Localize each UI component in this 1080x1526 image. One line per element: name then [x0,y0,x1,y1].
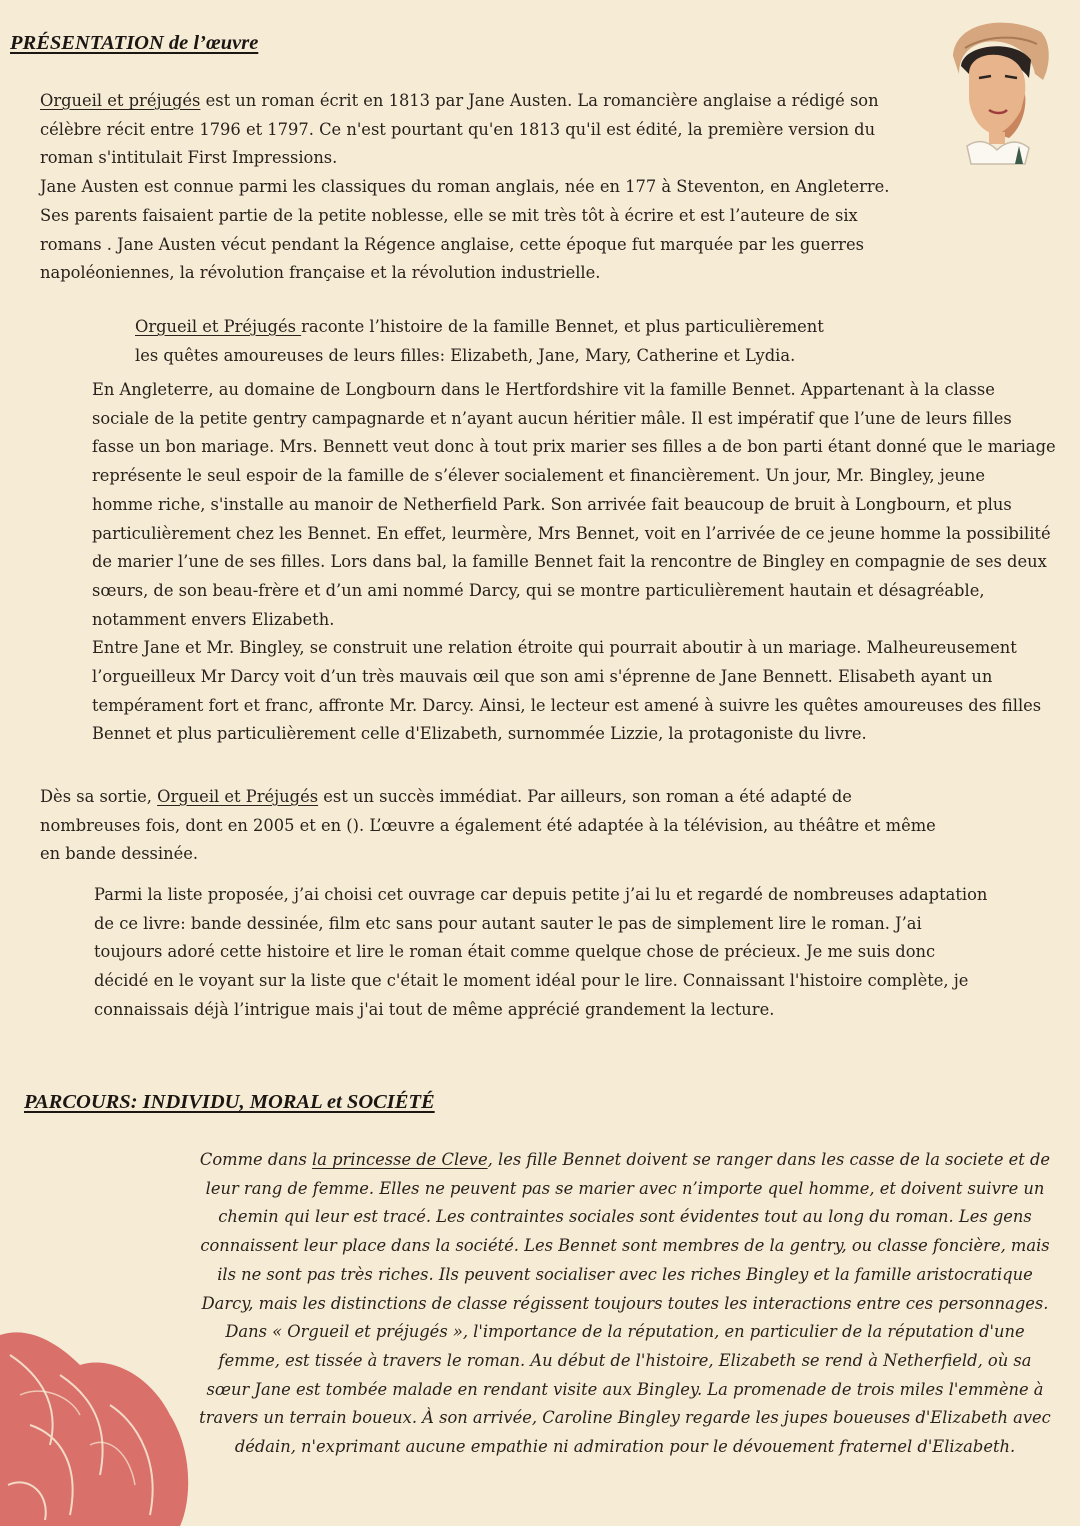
text-line: ils ne sont pas très riches. Ils peuvent socialiser avec les riches Bingley et la famille aristocratique [217,1264,1033,1284]
text-line: connaissais déjà l’intrigue mais j'ai tout de même apprécié grandement la lecture. [94,999,775,1019]
text-line: particulièrement chez les Bennet. En effet, leurmère, Mrs Bennet, voit en l’arrivée de ce jeune homme la possibilité [92,523,1051,543]
text-line: de ce livre: bande dessinée, film etc sans pour autant sauter le pas de simplement lire le roman. J’ai [94,913,922,933]
text-line: Darcy, mais les distinctions de classe régissent toujours toutes les interactions entre ces personnages. [201,1293,1049,1313]
text-line: les quêtes amoureuses de leurs filles: Elizabeth, Jane, Mary, Catherine et Lydia. [135,345,796,365]
text-line: notamment envers Elizabeth. [92,609,335,629]
text-span: Dès sa sortie, [40,787,158,806]
text-line: sociale de la petite gentry campagnarde et n’ayant aucun héritier mâle. Il est impératif que l’une de leurs filles [92,408,1012,428]
text-line: Ses parents faisaient partie de la petite noblesse, elle se mit très tôt à écrire et est l’auteure de six [40,205,858,225]
text-line: fasse un bon mariage. Mrs. Bennett veut donc à tout prix marier ses filles a de bon parti étant donné que le mariage [92,437,1056,457]
text-line [40,783,936,812]
text-line: dédain, n'exprimant aucune empathie ni admiration pour le dévouement fraternel d'Elizabeth. [234,1437,1016,1457]
text-line: toujours adoré cette histoire et lire le roman était comme quelque chose de précieux. Je me suis donc [94,942,936,962]
text-line: connaissent leur place dans la société. Les Bennet sont membres de la gentry, ou classe foncière, mais [200,1236,1050,1256]
text-line: représente le seul espoir de la famille de s’élever socialement et financièrement. Un jour, Mr. Bingley, jeune [92,466,986,486]
text-line: sœurs, de son beau-frère et d’un ami nommé Darcy, qui se montre particulièrement hautain et désagréable, [92,580,985,600]
text-line: napoléoniennes, la révolution française et la révolution industrielle. [40,263,601,283]
text-line: Dans « Orgueil et préjugés », l'importance de la réputation, en particulier de la réputation d'une [225,1322,1025,1342]
book-title-link: Orgueil et préjugés [40,91,201,110]
text-line: femme, est tissée à travers le roman. Au début de l'histoire, Elizabeth se rend à Netherfield, où sa [218,1350,1032,1370]
book-title-link: la princesse de Cleve [312,1150,488,1169]
text-line: célèbre récit entre 1796 et 1797. Ce n'est pourtant qu'en 1813 qu'il est édité, la première version du [40,119,876,139]
text-line: Parmi la liste proposée, j’ai choisi cet ouvrage car depuis petite j’ai lu et regardé de nombreuses adaptation [94,885,988,904]
text-line: Bennet et plus particulièrement celle d'Elizabeth, surnommée Lizzie, la protagoniste du livre. [92,724,867,744]
book-title-link: Orgueil et Préjugés [135,317,302,336]
text-line [40,87,889,116]
text-span: Comme dans [199,1150,312,1169]
parcours-heading: PARCOURS: INDIVIDU, MORAL et SOCIÉTÉ [24,1091,435,1113]
summary-paragraph [92,376,1056,749]
text-span: est un roman écrit en 1813 par Jane Austen. La romancière anglaise a rédigé son [200,91,879,110]
text-line [135,313,824,342]
text-line: leur rang de femme. Elles ne peuvent pas se marier avec n’importe quel homme, et doivent suivre un [205,1178,1045,1198]
text-line: nombreuses fois, dont en 2005 et en (). L’œuvre a également été adaptée à la télévision, au théâtre et même [40,815,936,835]
summary-intro-paragraph [135,313,824,370]
text-line: roman s'intitulait First Impressions. [40,148,338,168]
text-line: homme riche, s'installe au manoir de Netherfield Park. Son arrivée fait beaucoup de bruit à Longbourn, et plus [92,494,1012,514]
text-line: tempérament fort et franc, affronte Mr. Darcy. Ainsi, le lecteur est amené à suivre les quêtes amoureuses des filles [92,695,1042,715]
text-line: Entre Jane et Mr. Bingley, se construit une relation étroite qui pourrait aboutir à un mariage. Malheureusement [92,638,1017,658]
choice-paragraph [94,881,987,1025]
reception-paragraph [40,783,936,869]
text-line: en bande dessinée. [40,844,199,864]
text-line: romans . Jane Austen vécut pendant la Régence anglaise, cette époque fut marquée par les guerres [40,234,864,254]
book-title-link: Orgueil et Préjugés [157,787,319,806]
portrait-illustration [945,14,1053,172]
text-span: raconte l’histoire de la famille Bennet, et plus particulièrement [301,317,824,336]
text-line: Jane Austen est connue parmi les classiques du roman anglais, née en 177 à Steventon, en Angleterre. [40,177,890,197]
text-span: est un succès immédiat. Par ailleurs, son roman a été adapté de [318,787,852,806]
text-line: l’orgueilleux Mr Darcy voit d’un très mauvais œil que son ami s'éprenne de Jane Bennett. Elisabeth ayant un [92,667,993,687]
presentation-heading: PRÉSENTATION de l’œuvre [10,32,259,54]
flower-illustration [0,1315,200,1526]
text-span: , les fille Bennet doivent se ranger dans les casse de la societe et de [487,1150,1051,1169]
intro-paragraph [40,87,889,288]
text-line: sœur Jane est tombée malade en rendant visite aux Bingley. La promenade de trois miles l'emmène à [206,1379,1044,1399]
text-line: En Angleterre, au domaine de Longbourn dans le Hertfordshire vit la famille Bennet. Appartenant à la classe [92,380,995,399]
text-line: travers un terrain boueux. À son arrivée, Caroline Bingley regarde les jupes boueuses d'Elizabeth avec [199,1408,1051,1428]
text-line: chemin qui leur est tracé. Les contraintes sociales sont évidentes tout au long du roman. Les gens [218,1207,1032,1227]
parcours-paragraph [186,1146,1064,1462]
text-line [186,1146,1064,1175]
text-line: de marier l’une de ses filles. Lors dans bal, la famille Bennet fait la rencontre de Bingley en compagnie de ses deux [92,552,1047,572]
text-line: décidé en le voyant sur la liste que c'était le moment idéal pour le lire. Connaissant l'histoire complète, je [94,971,969,991]
